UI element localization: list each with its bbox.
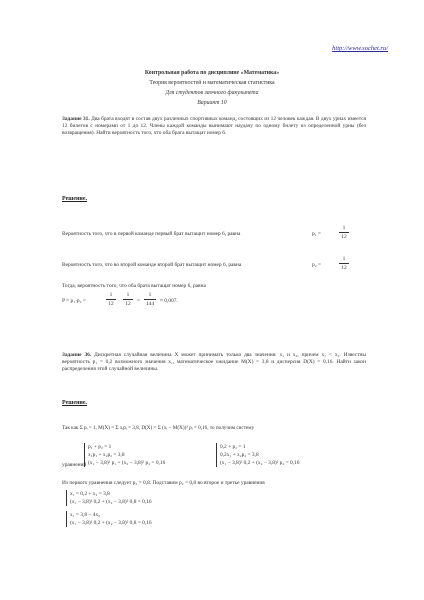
equation-system-4	[66, 511, 152, 527]
task-36	[62, 352, 366, 374]
equation-row: (x₁ − 3,8)² 0,2 + (x₂ − 3,8)² 0,8 = 0,16	[70, 520, 152, 526]
solution-2-heading: Решение.	[62, 400, 88, 406]
equation-row: (x₁ − 3,8)² p₁ + (x₂ − 3,8)² p₂ = 0,16	[88, 460, 166, 466]
solution-1-fraction-b	[123, 292, 133, 307]
document-title: Контрольная работа по дисциплине «Математика»	[144, 70, 280, 76]
source-url-link[interactable]: http://www.sochet.ru/	[332, 45, 388, 52]
solution-2-from-first: Из первого уравнения следует p₂ = 0,8. Подставим p₂ = 0,8 во второе и третье уравнения	[62, 480, 265, 486]
solution-1-p1-fraction	[339, 225, 349, 240]
equation-system-3	[66, 490, 152, 506]
fraction-numerator: 1	[109, 292, 113, 298]
equation-system-1	[84, 443, 165, 467]
solution-2-intro: Так как Σ pᵢ = 1, M(X) = Σ xᵢpᵢ = 3,8, D(X) = Σ (xᵢ − M(X))² pᵢ = 0,16, то получим систему	[62, 425, 255, 431]
equation-row: 0,2x₁ + x₂p₂ = 3,8	[220, 452, 259, 458]
solution-1-fraction-c	[144, 292, 156, 307]
solution-1-p2-text: Вероятность того, что во второй команде второй брат вытащит номер 6, равна	[62, 262, 242, 268]
solution-1-fraction-a	[106, 292, 116, 307]
solution-1-p1-text: Вероятность того, что в первой команде первый брат вытащит номер 6, равна	[62, 231, 241, 237]
equation-row: (x₁ − 3,8)² 0,2 + (x₂ − 3,8)² 0,8 = 0,16	[70, 499, 152, 505]
fraction-numerator: 1	[342, 256, 346, 262]
solution-1-p2-symbol: p₂ =	[312, 262, 321, 268]
task-36-text: Дискретная случайная величина X может принимать только два значения: x₁ и x₂, причем x₁ < x₂. Известны вероятность p₁ = 0,2 возможного значения x₁, математическое ожидание M(X) = 3,8 и дисперсия D(X) = 0,16. Найти закон распределения этой случайной величины.	[62, 352, 366, 373]
solution-1-joint-text: Тогда, вероятность того, что оба брата вытащат номер 6, равна	[62, 283, 206, 289]
multiply-sign: ·	[118, 298, 120, 304]
solution-1-joint-lhs: P = p₁·p₂ =	[62, 298, 86, 304]
equation-row: x₁ = 3,8 − 4x₂	[70, 512, 101, 518]
equation-row: x₁p₁ + x₂p₂ = 3,8	[88, 452, 125, 458]
fraction-denominator: 144	[145, 301, 155, 307]
system-label: уравнений	[62, 462, 87, 468]
task-36-label: Задание 36.	[62, 352, 92, 358]
equation-system-2	[216, 443, 299, 467]
solution-1-p1-symbol: p₁ =	[312, 231, 321, 237]
solution-1-p2-fraction	[339, 256, 349, 271]
equation-row: p₁ + p₂ = 1	[88, 444, 112, 450]
document-subtitle: Теория вероятностей и математическая статистика	[149, 80, 275, 86]
document-variant: Вариант 10	[197, 100, 227, 106]
task-31	[62, 116, 366, 138]
equation-row: (x₁ − 3,8)² 0,2 + (x₂ − 3,8)² p₂ = 0,16	[220, 460, 300, 466]
fraction-numerator: 1	[148, 292, 152, 298]
solution-1-heading: Решение.	[62, 196, 88, 202]
document-audience: Для студентов заочного факультета	[165, 90, 259, 96]
task-31-label: Задание 31.	[62, 116, 90, 122]
fraction-denominator: 12	[108, 301, 114, 307]
solution-1-result: ≈ 0,007.	[160, 298, 178, 304]
equation-row: 0,2 + p₂ = 1	[220, 444, 246, 450]
fraction-denominator: 12	[125, 301, 131, 307]
fraction-denominator: 12	[341, 265, 347, 271]
fraction-numerator: 1	[342, 225, 346, 231]
task-31-text: Два брата входят в состав двух различных спортивных команд, состоящих из 12 человек каждая. В двух урнах имеется 12 билетов с номерами от 1 до 12. Члены каждой команды вынимают наудачу по одному билету из определенной урны (без возвращения). Найти вероятность того, что оба брата вытащат номер 6.	[62, 116, 366, 137]
equation-row: x₁ = 0,2 + x₂ = 3,8	[70, 491, 110, 497]
equals-sign: =	[137, 298, 141, 304]
fraction-numerator: 1	[126, 292, 130, 298]
fraction-denominator: 12	[341, 234, 347, 240]
